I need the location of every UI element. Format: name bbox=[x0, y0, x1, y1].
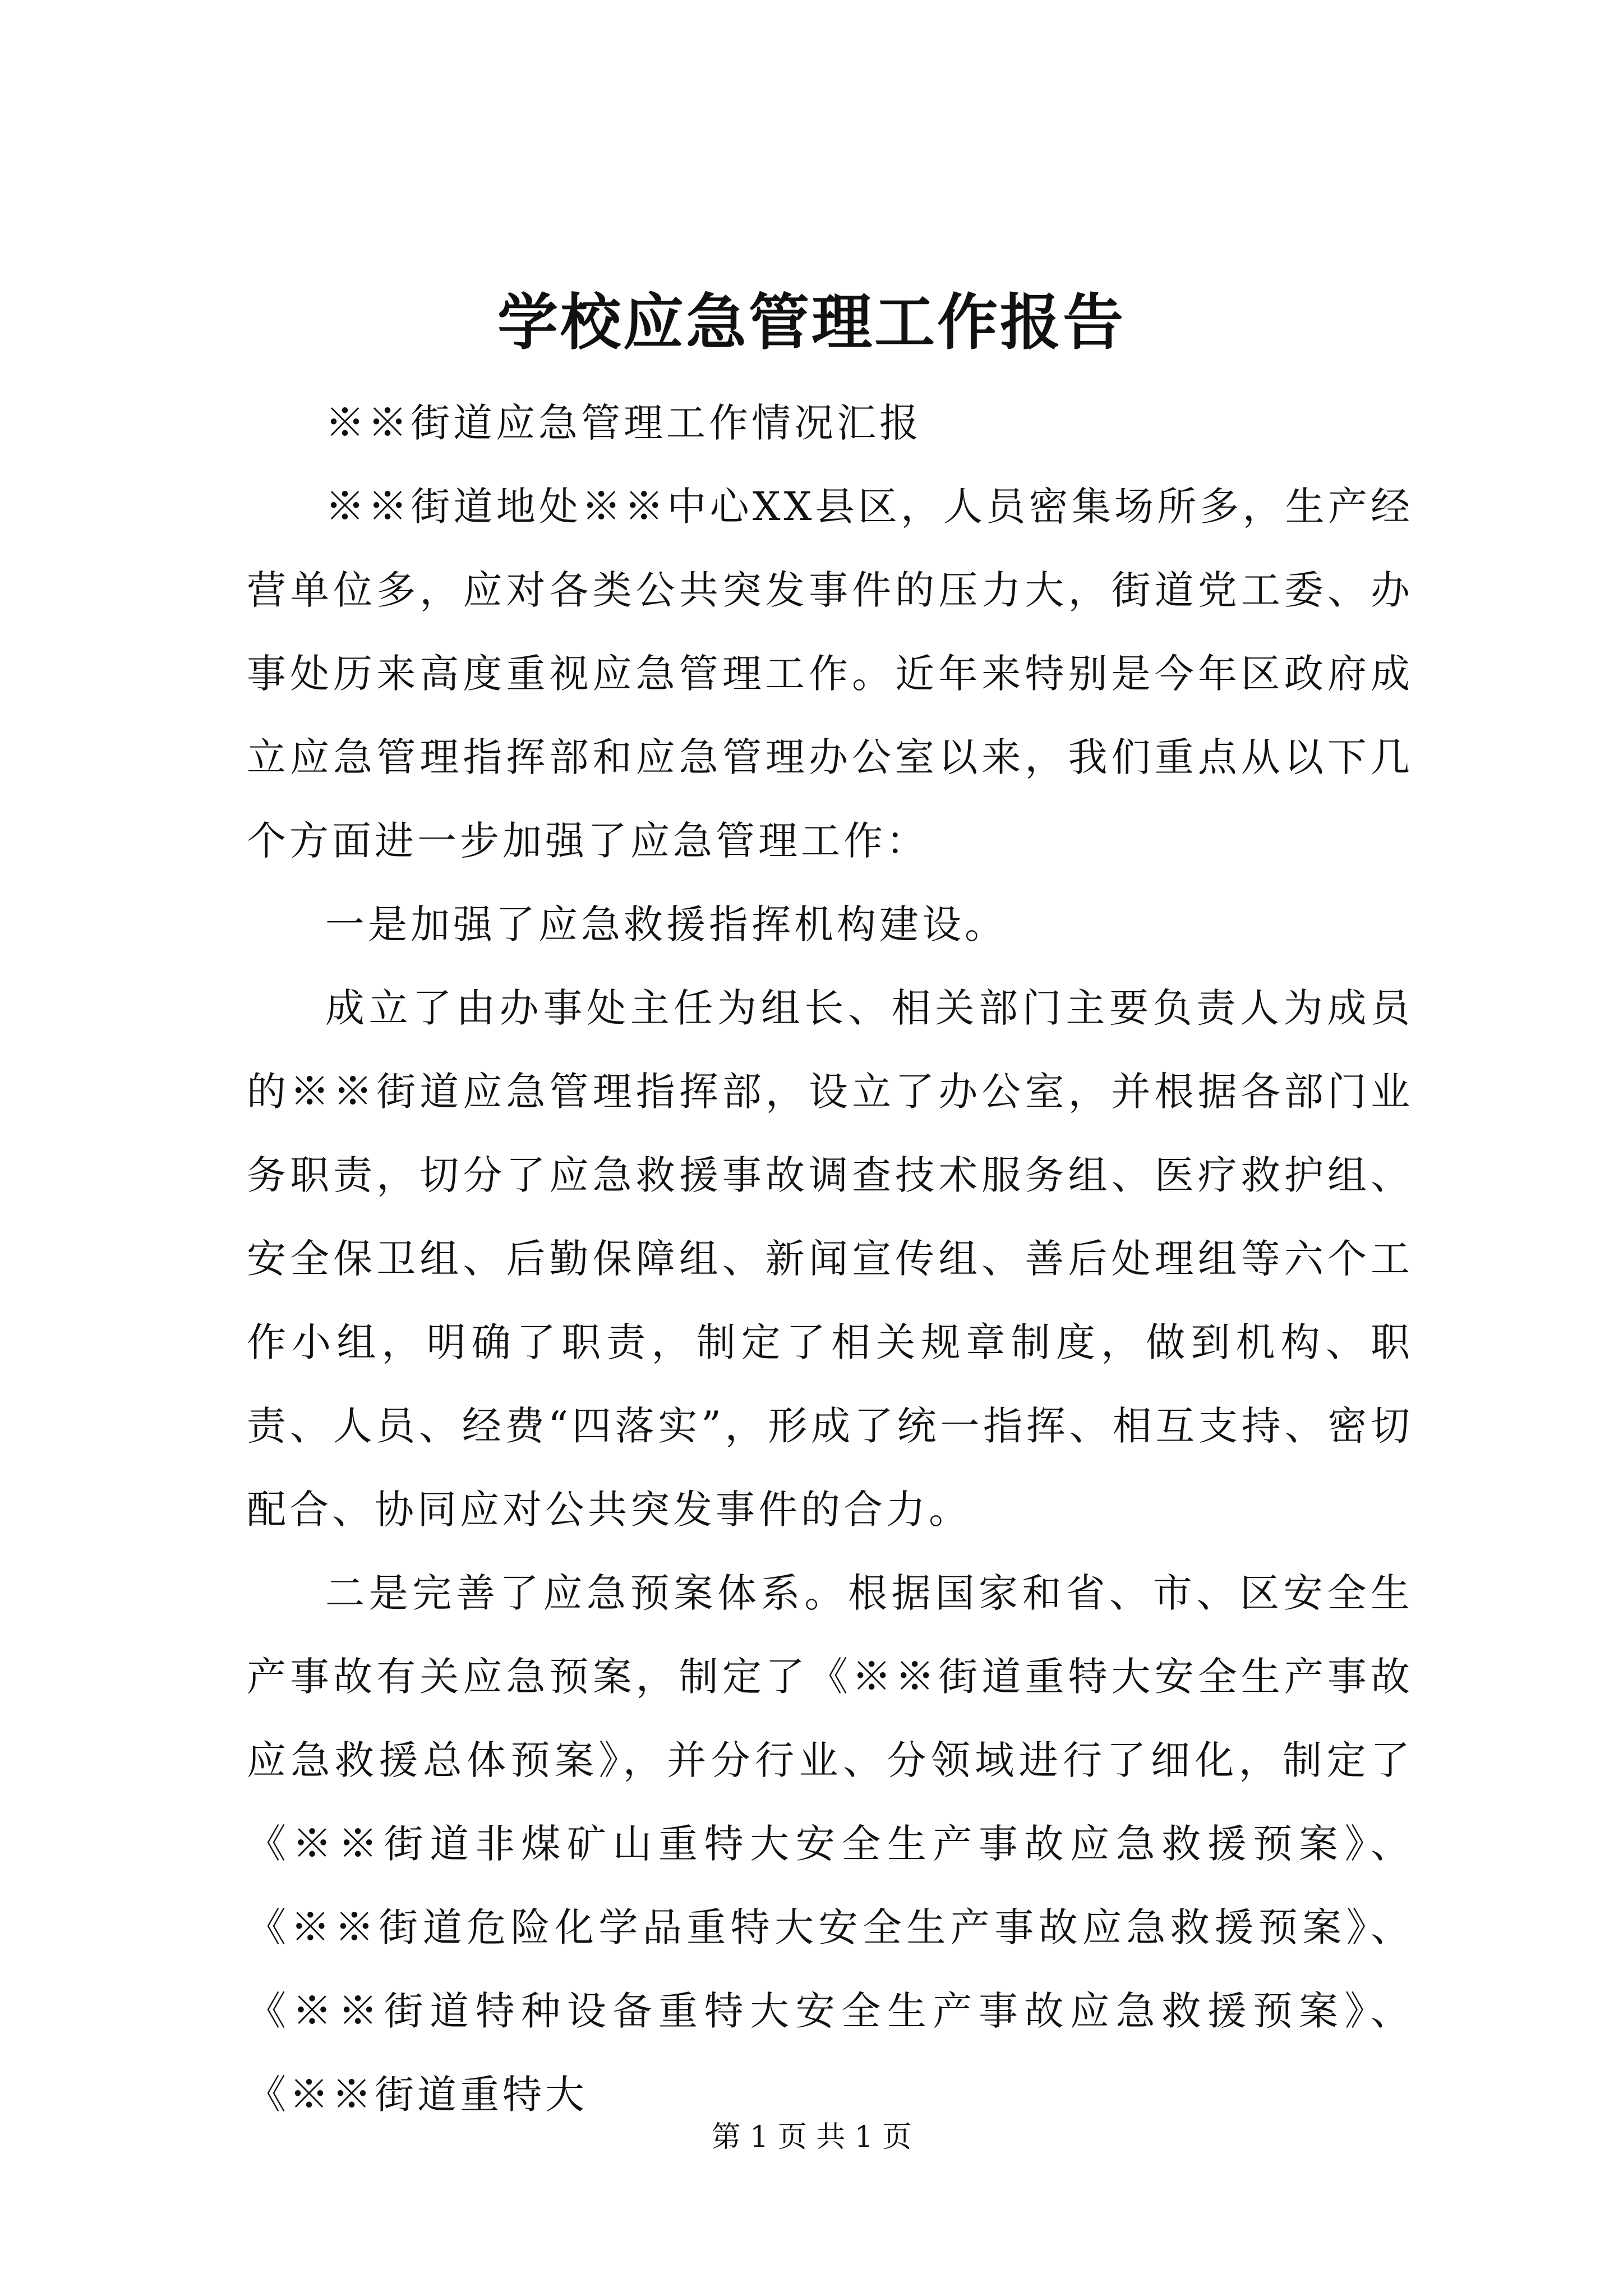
paragraph-intro: ※※街道地处※※中心XX县区，人员密集场所多，生产经营单位多，应对各类公共突发事件的压力大，街道党工委、办事处历来高度重视应急管理工作。近年来特别是今年区政府成立应急管理指挥部和应急管理办公室以来，我们重点从以下几个方面进一步加强了应急管理工作： bbox=[247, 484, 1413, 864]
paragraph-point-one-detail: 成立了由办事处主任为组长、相关部门主要负责人为成员的※※街道应急管理指挥部，设立了办公室，并根据各部门业务职责，切分了应急救援事故调查技术服务组、医疗救护组、安全保卫组、后勤保障组、新闻宣传组、善后处理组等六个工作小组，明确了职责，制定了相关规章制度，做到机构、职责、人员、经费“四落实”，形成了统一指挥、相互支持、密切配合、协同应对公共突发事件的合力。 bbox=[247, 985, 1413, 1533]
paragraph-point-two: 二是完善了应急预案体系。根据国家和省、市、区安全生产事故有关应急预案，制定了《※※街道重特大安全生产事故应急救援总体预案》，并分行业、分领域进行了细化，制定了《※※街道非煤矿山重特大安全生产事故应急救援预案》、《※※街道危险化学品重特大安全生产事故应急救援预案》、《※※街道特种设备重特大安全生产事故应急救援预案》、《※※街道重特大 bbox=[247, 1570, 1413, 2118]
page-footer: 第 1 页 共 1 页 bbox=[711, 2120, 912, 2154]
paragraph-point-one-heading: 一是加强了应急救援指挥机构建设。 bbox=[325, 901, 1007, 947]
paragraph-subtitle: ※※街道应急管理工作情况汇报 bbox=[325, 400, 922, 446]
document-body bbox=[247, 381, 1413, 2137]
document-title: 学校应急管理工作报告 bbox=[497, 287, 1126, 358]
